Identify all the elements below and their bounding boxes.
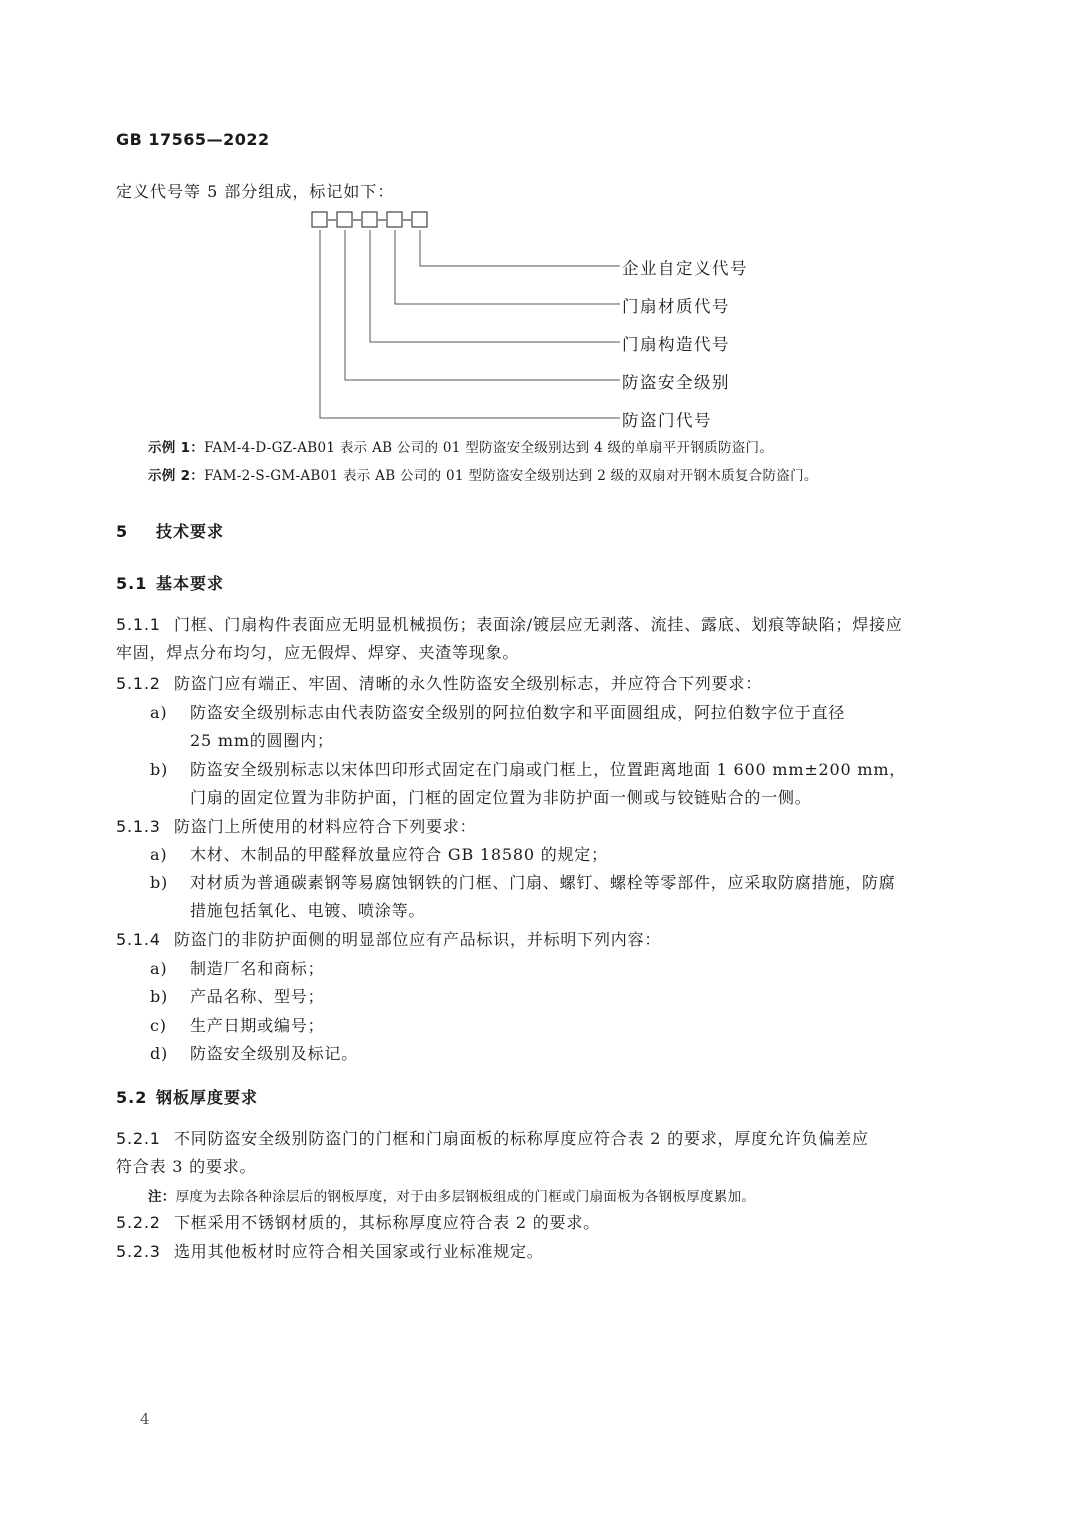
- document-header: GB 17565—2022: [116, 130, 270, 149]
- clause-5-1-1-line-2: 牢固，焊点分布均匀，应无假焊、焊穿、夹渣等现象。: [116, 643, 520, 662]
- clause-number: 5.2.2: [116, 1213, 161, 1232]
- diagram-label-1: 企业自定义代号: [622, 259, 748, 278]
- list-item-a: [150, 956, 324, 979]
- item-letter: d): [150, 1044, 169, 1063]
- leader-line-2: [345, 230, 620, 380]
- clause-5-1-2: [116, 671, 762, 694]
- clause-text: 下框采用不锈钢材质的，其标称厚度应符合表 2 的要求。: [174, 1213, 600, 1232]
- diagram-label-4: 防盗安全级别: [622, 373, 730, 392]
- code-box-4: [387, 212, 402, 227]
- clause-text: 防盗门上所使用的材料应符合下列要求：: [174, 817, 477, 836]
- clause-5-1-3: [116, 814, 476, 837]
- note-label: 注：: [148, 1189, 176, 1205]
- item-letter: a): [150, 845, 168, 864]
- diagram-label-3: 门扇构造代号: [622, 335, 730, 354]
- example-1: [148, 436, 773, 456]
- item-text: 制造厂名和商标；: [190, 959, 325, 978]
- clause-text: 选用其他板材时应符合相关国家或行业标准规定。: [174, 1242, 544, 1261]
- list-item-a-cont: 25 mm的圆圈内；: [190, 731, 334, 750]
- section-heading-5: [116, 519, 224, 542]
- section-number: 5.1: [116, 574, 148, 593]
- list-item-d: [150, 1041, 358, 1064]
- clause-5-1-4: [116, 927, 661, 950]
- list-item-b: [150, 984, 324, 1007]
- leader-line-1: [320, 230, 620, 418]
- section-title: 技术要求: [156, 522, 225, 541]
- clause-number: 5.1.3: [116, 817, 161, 836]
- section-title: 基本要求: [156, 574, 225, 593]
- item-letter: c): [150, 1016, 167, 1035]
- diagram-label-5: 防盗门代号: [622, 411, 712, 430]
- item-letter: b): [150, 760, 169, 779]
- list-item-c: [150, 1013, 324, 1036]
- section-number: 5.2: [116, 1088, 148, 1107]
- example-text: FAM-4-D-GZ-AB01 表示 AB 公司的 01 型防盗安全级别达到 4 级的单扇平开钢质防盗门。: [204, 440, 774, 456]
- code-box-2: [337, 212, 352, 227]
- item-text: 防盗安全级别标志由代表防盗安全级别的阿拉伯数字和平面圆组成，阿拉伯数字位于直径: [190, 703, 846, 722]
- note-text: 厚度为去除各种涂层后的钢板厚度，对于由多层钢板组成的门框或门扇面板为各钢板厚度累加。: [175, 1189, 756, 1205]
- clause-number: 5.2.1: [116, 1129, 161, 1148]
- code-box-1: [312, 212, 327, 227]
- list-item-b: [150, 757, 906, 780]
- item-letter: b): [150, 873, 169, 892]
- clause-5-1-1-line-1: [116, 612, 903, 635]
- page-number: 4: [140, 1410, 150, 1428]
- item-letter: b): [150, 987, 169, 1006]
- leader-line-3: [370, 230, 620, 342]
- section-heading-5-1: [116, 571, 224, 594]
- list-item-a: [150, 700, 845, 723]
- note: [148, 1185, 755, 1205]
- section-number: 5: [116, 522, 129, 541]
- clause-5-2-2: [116, 1210, 600, 1233]
- clause-text: 防盗门应有端正、牢固、清晰的永久性防盗安全级别标志，并应符合下列要求：: [174, 674, 763, 693]
- item-text: 防盗安全级别及标记。: [190, 1044, 359, 1063]
- clause-number: 5.1.2: [116, 674, 161, 693]
- item-text: 产品名称、型号；: [190, 987, 325, 1006]
- leader-line-5: [420, 230, 620, 266]
- clause-text: 门框、门扇构件表面应无明显机械损伤；表面涂/镀层应无剥落、流挂、露底、划痕等缺陷；焊接应: [174, 615, 903, 634]
- item-text: 生产日期或编号；: [190, 1016, 325, 1035]
- intro-line: 定义代号等 5 部分组成，标记如下：: [116, 182, 395, 201]
- code-box-3: [362, 212, 377, 227]
- clause-text: 不同防盗安全级别防盗门的门框和门扇面板的标称厚度应符合表 2 的要求，厚度允许负偏差应: [174, 1129, 869, 1148]
- clause-number: 5.1.1: [116, 615, 161, 634]
- item-letter: a): [150, 959, 168, 978]
- diagram-label-2: 门扇材质代号: [622, 297, 730, 316]
- list-item-b-cont: 措施包括氧化、电镀、喷涂等。: [190, 901, 426, 920]
- item-letter: a): [150, 703, 168, 722]
- list-item-a: [150, 842, 608, 865]
- section-title: 钢板厚度要求: [156, 1088, 259, 1107]
- list-item-b-cont: 门扇的固定位置为非防护面，门框的固定位置为非防护面一侧或与铰链贴合的一侧。: [190, 788, 812, 807]
- clause-number: 5.1.4: [116, 930, 161, 949]
- code-box-5: [412, 212, 427, 227]
- section-heading-5-2: [116, 1085, 258, 1108]
- list-item-b: [150, 870, 896, 893]
- marking-diagram: [300, 200, 800, 440]
- clause-number: 5.2.3: [116, 1242, 161, 1261]
- item-text: 木材、木制品的甲醛释放量应符合 GB 18580 的规定；: [190, 845, 608, 864]
- clause-5-2-3: [116, 1239, 544, 1262]
- item-text: 对材质为普通碳素钢等易腐蚀钢铁的门框、门扇、螺钉、螺栓等零部件，应采取防腐措施，防腐: [190, 873, 896, 892]
- example-label: 示例 2：: [148, 468, 205, 484]
- example-text: FAM-2-S-GM-AB01 表示 AB 公司的 01 型防盗安全级别达到 2 级的双扇对开钢木质复合防盗门。: [204, 468, 818, 484]
- item-text: 防盗安全级别标志以宋体凹印形式固定在门扇或门框上，位置距离地面 1 600 mm±200 mm，: [190, 760, 907, 779]
- leader-line-4: [395, 230, 620, 304]
- example-2: [148, 464, 818, 484]
- clause-5-2-1-line-2: 符合表 3 的要求。: [116, 1157, 257, 1176]
- example-label: 示例 1：: [148, 440, 205, 456]
- clause-5-2-1-line-1: [116, 1126, 869, 1149]
- clause-text: 防盗门的非防护面侧的明显部位应有产品标识，并标明下列内容：: [174, 930, 662, 949]
